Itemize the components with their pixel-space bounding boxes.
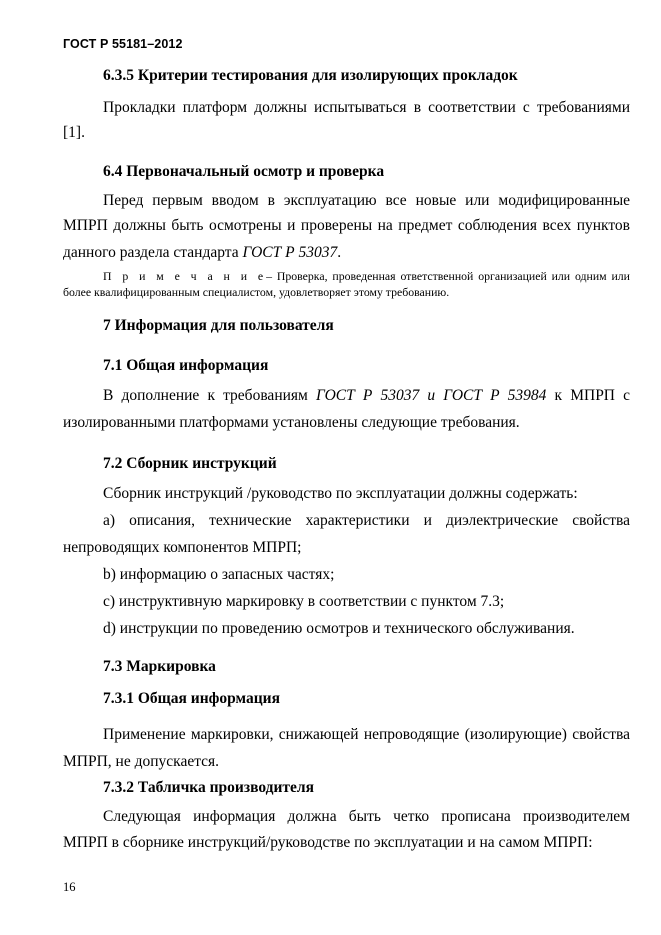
heading-7-2: 7.2 Сборник инструкций bbox=[103, 455, 277, 472]
standard-reference: ГОСТ Р 53037 bbox=[242, 244, 338, 261]
text: данного раздела стандарта bbox=[63, 244, 243, 261]
note-6-4 bbox=[63, 268, 630, 300]
text: . bbox=[337, 244, 342, 261]
list-item-a-line2: непроводящих компонентов МПРП; bbox=[63, 539, 302, 556]
list-item-b: b) информацию о запасных частях; bbox=[103, 566, 335, 583]
heading-6-4: 6.4 Первоначальный осмотр и проверка bbox=[103, 163, 385, 180]
document-header: ГОСТ Р 55181–2012 bbox=[63, 37, 183, 51]
paragraph-7-3-1-line1: Применение маркировки, снижающей непроводящие (изолирующие) свойства bbox=[103, 726, 630, 743]
paragraph-6-3-5-line1: Прокладки платформ должны испытываться в соответствии с требованиями bbox=[103, 99, 630, 116]
heading-7-3-2: 7.3.2 Табличка производителя bbox=[103, 779, 315, 796]
paragraph-6-4-line3 bbox=[63, 241, 630, 265]
paragraph-7-3-2-line2: МПРП в сборнике инструкций/руководстве по эксплуатации и на самом МПРП: bbox=[63, 834, 593, 851]
list-item-c: c) инструктивную маркировку в соответствии с пунктом 7.3; bbox=[103, 593, 505, 610]
paragraph-7-2-intro: Сборник инструкций /руководство по эксплуатации должны содержать: bbox=[103, 485, 578, 502]
note-line1 bbox=[63, 268, 630, 284]
page-number: 16 bbox=[63, 880, 76, 894]
text: и bbox=[419, 387, 444, 404]
paragraph-7-3-2-line1: Следующая информация должна быть четко прописана производителем bbox=[103, 808, 630, 825]
note-label: П р и м е ч а н и е bbox=[103, 269, 267, 283]
heading-7-1: 7.1 Общая информация bbox=[103, 357, 269, 374]
paragraph-7-1-line2: изолированными платформами установлены следующие требования. bbox=[63, 414, 520, 431]
list-item-d: d) инструкции по проведению осмотров и технического обслуживания. bbox=[103, 620, 575, 637]
standard-reference: ГОСТ Р 53984 bbox=[443, 387, 547, 404]
heading-7-3: 7.3 Маркировка bbox=[103, 658, 216, 675]
paragraph-6-4-line1: Перед первым вводом в эксплуатацию все новые или модифицированные bbox=[103, 192, 630, 209]
list-item-a-line1: а) описания, технические характеристики и диэлектрические свойства bbox=[103, 512, 630, 529]
text: к МПРП с bbox=[546, 387, 631, 404]
text: В дополнение к требованиям bbox=[103, 387, 316, 404]
paragraph-6-4-line2: МПРП должны быть осмотрены и проверены на предмет соблюдения всех пунктов bbox=[63, 217, 630, 234]
standard-reference: ГОСТ Р 53037 bbox=[315, 387, 420, 404]
note-line2: более квалифицированным специалистом, удовлетворяет этому требованию. bbox=[63, 285, 450, 299]
paragraph-7-1-line1 bbox=[63, 384, 630, 408]
paragraph-7-3-1-line2: МПРП, не допускается. bbox=[63, 753, 220, 770]
heading-6-3-5: 6.3.5 Критерии тестирования для изолирующих прокладок bbox=[103, 67, 518, 84]
paragraph-6-3-5-line2: [1]. bbox=[63, 124, 85, 141]
heading-7: 7 Информация для пользователя bbox=[103, 317, 334, 334]
heading-7-3-1: 7.3.1 Общая информация bbox=[103, 690, 280, 707]
note-text: – Проверка, проведенная ответственной организацией или одним или bbox=[266, 269, 630, 283]
